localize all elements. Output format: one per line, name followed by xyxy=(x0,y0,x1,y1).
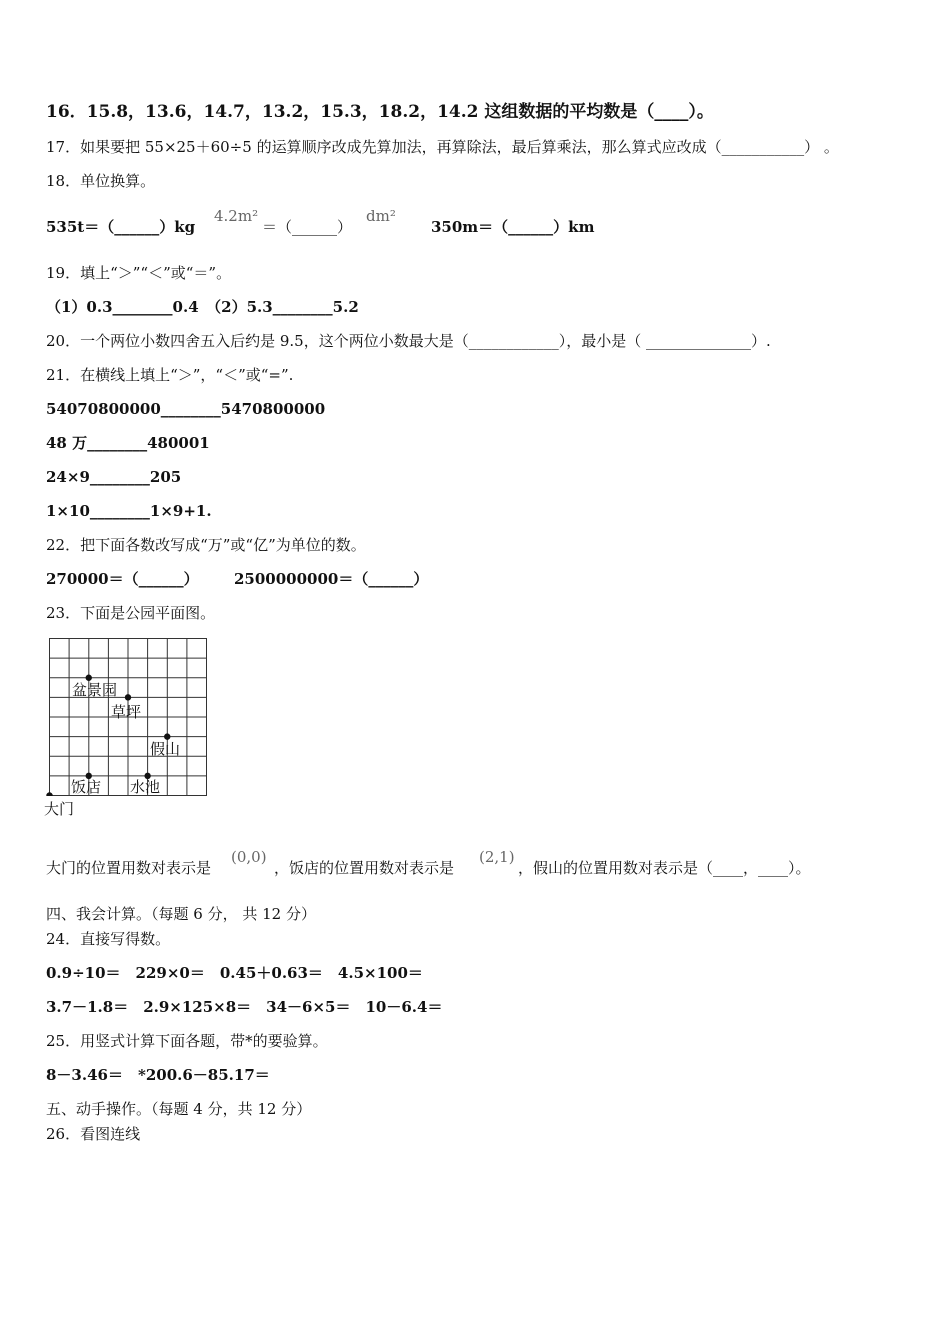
q18-item-b-math: 4.2m² xyxy=(214,207,259,225)
q23-text-before: 大门的位置用数对表示是 xyxy=(46,859,212,877)
section-4-heading: 四、我会计算。（每题 6 分， 共 12 分） xyxy=(46,905,316,923)
section-5-heading: 五、动手操作。（每题 4 分，共 12 分） xyxy=(46,1100,312,1118)
q23-text-after: ，假山的位置用数对表示是（____，____）。 xyxy=(518,859,811,877)
question-20: 20．一个两位小数四舍五入后约是 9.5，这个两位小数最大是（____________），最小是（ ______________）. xyxy=(46,332,771,350)
q25-row: 8－3.46＝ *200.6－85.17＝ xyxy=(46,1066,270,1084)
question-17: 17．如果要把 55×25＋60÷5 的运算顺序改成先算加法，再算除法，最后算乘法，那么算式应改成（___________） 。 xyxy=(46,138,839,156)
q18-item-b-eq: ＝（______） xyxy=(262,218,353,236)
map-label-rockery: 假山 xyxy=(150,740,181,758)
q24-row-2: 3.7－1.8＝ 2.9×125×8＝ 34－6×5＝ 10－6.4＝ xyxy=(46,998,443,1016)
question-25-title: 25．用竖式计算下面各题，带*的要验算。 xyxy=(46,1032,328,1050)
q21-row-3: 24×9________205 xyxy=(46,468,182,486)
park-map xyxy=(44,636,214,821)
q21-row-4: 1×10________1×9+1. xyxy=(46,502,212,520)
q24-row-1: 0.9÷10＝ 229×0＝ 0.45＋0.63＝ 4.5×100＝ xyxy=(46,964,423,982)
question-19-items: （1）0.3________0.4 （2）5.3________5.2 xyxy=(46,298,359,316)
q21-row-1: 54070800000________5470800000 xyxy=(46,400,326,418)
map-label-bonsai-garden: 盆景园 xyxy=(72,681,118,699)
question-19-title: 19．填上“＞”“＜”或“＝”。 xyxy=(46,264,232,282)
q18-item-b-unit: dm² xyxy=(366,207,396,225)
question-18-title: 18．单位换算。 xyxy=(46,172,156,190)
q23-pair-restaurant: (2,1) xyxy=(479,848,515,866)
question-26: 26．看图连线 xyxy=(46,1125,141,1143)
map-label-restaurant: 饭店 xyxy=(71,778,102,796)
q22-item-a: 270000＝（______） xyxy=(46,570,199,588)
gate-point xyxy=(46,792,52,796)
map-label-gate: 大门 xyxy=(44,800,75,818)
q21-row-2: 48 万________480001 xyxy=(46,434,210,452)
question-24-title: 24．直接写得数。 xyxy=(46,930,171,948)
question-16: 16．15.8，13.6，14.7，13.2，15.3，18.2，14.2 这组数据的平均数是（____）。 xyxy=(46,102,714,122)
q22-item-b: 2500000000＝（______） xyxy=(234,570,429,588)
question-23-title: 23．下面是公园平面图。 xyxy=(46,604,216,622)
q23-pair-gate: (0,0) xyxy=(231,848,267,866)
lawn-point xyxy=(125,694,131,700)
map-label-lawn: 草坪 xyxy=(111,703,142,721)
question-22-title: 22．把下面各数改写成“万”或“亿”为单位的数。 xyxy=(46,536,366,554)
q23-text-mid: ，饭店的位置用数对表示是 xyxy=(274,859,455,877)
q18-item-c: 350m＝（______）km xyxy=(431,218,595,236)
q18-item-a: 535t＝（______）kg xyxy=(46,218,196,236)
map-label-pond: 水池 xyxy=(130,778,161,796)
question-21-title: 21．在横线上填上“＞”，“＜”或“=”. xyxy=(46,366,294,384)
